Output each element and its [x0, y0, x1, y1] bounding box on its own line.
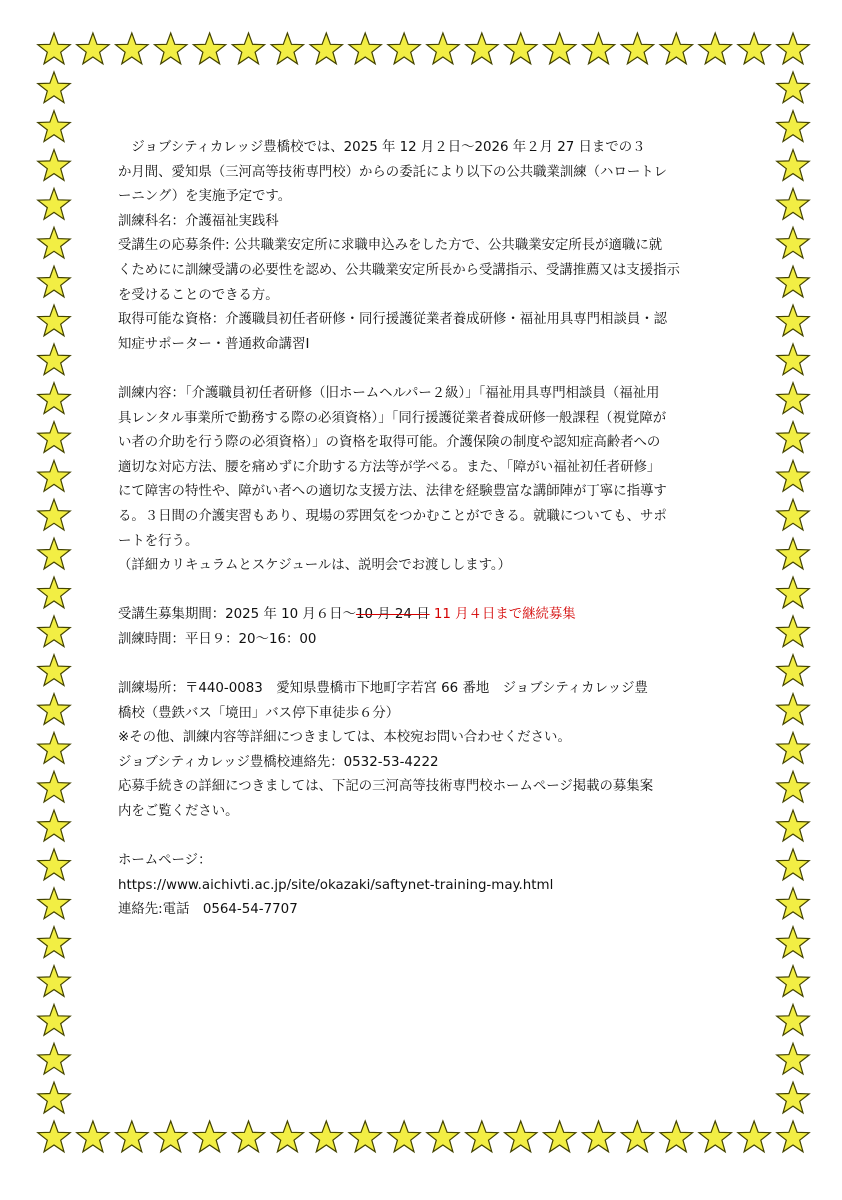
star-icon: [505, 1121, 537, 1152]
eligibility-paragraph: [118, 234, 680, 308]
star-icon: [466, 33, 498, 64]
star-icon: [38, 1043, 70, 1074]
star-icon: [777, 655, 809, 686]
star-icon: [777, 771, 809, 802]
star-icon: [38, 771, 70, 802]
star-icon: [38, 111, 70, 142]
star-icon: [777, 499, 809, 530]
training-content-line: （詳細カリキュラムとスケジュールは、説明会でお渡しします。）: [118, 558, 512, 574]
star-icon: [38, 383, 70, 414]
star-icon: [388, 33, 420, 64]
star-icon: [777, 72, 809, 103]
application-note: 応募手続きの詳細につきましては、下記の三河高等技術専門校ホームページ掲載の募集案: [118, 779, 654, 795]
star-icon: [38, 577, 70, 608]
training-content-line: 訓練内容：「介護職員初任者研修（旧ホームヘルパー２級）」「福祉用具専門相談員（福祉用: [118, 385, 660, 401]
star-icon: [777, 111, 809, 142]
star-icon: [777, 422, 809, 453]
star-icon: [38, 966, 70, 997]
eligibility-line: 受講生の応募条件: 公共職業安定所に求職申込みをした方で、公共職業安定所長が適職に就: [118, 238, 663, 254]
star-icon: [388, 1121, 420, 1152]
homepage-url-link[interactable]: https://www.aichivti.ac.jp/site/okazaki/saftynet-training-may.html: [118, 877, 554, 893]
training-content-line: にて障害の特性や、障がい者への適切な支援方法、法律を経験豊富な講師陣が丁寧に指導す: [118, 484, 667, 500]
star-icon: [349, 1121, 381, 1152]
star-icon: [38, 150, 70, 181]
star-icon: [271, 1121, 303, 1152]
star-icon: [582, 1121, 614, 1152]
star-icon: [77, 1121, 109, 1152]
star-icon: [38, 810, 70, 841]
star-icon: [777, 1004, 809, 1035]
inquiry-note: ※その他、訓練内容等詳細につきましては、本校宛お問い合わせください。: [118, 730, 571, 746]
star-icon: [271, 33, 303, 64]
qualifications-line: 取得可能な資格：介護職員初任者研修・同行援護従業者養成研修・福祉用具専門相談員・認: [118, 312, 668, 328]
star-icon: [38, 538, 70, 569]
star-icon: [38, 72, 70, 103]
course-name: 訓練科名：介護福祉実践科: [118, 213, 279, 229]
homepage-label: ホームページ：: [118, 853, 212, 869]
training-hours: 訓練時間：平日９：20～16：00: [118, 631, 317, 647]
star-icon: [777, 538, 809, 569]
location-line: 橋校（豊鉄バス「境田」バス停下車徒歩６分）: [118, 705, 400, 721]
star-icon: [38, 655, 70, 686]
training-content-line: ートを行う。: [118, 533, 199, 549]
recruitment-period: [118, 603, 630, 628]
star-icon: [232, 1121, 264, 1152]
star-icon: [38, 1082, 70, 1113]
star-icon: [505, 33, 537, 64]
star-icon: [777, 927, 809, 958]
star-icon: [621, 33, 653, 64]
star-icon: [310, 33, 342, 64]
star-icon: [777, 616, 809, 647]
qualifications-line: 知症サポーター・普通救命講習Ⅰ: [118, 336, 310, 352]
star-icon: [155, 33, 187, 64]
star-icon: [699, 1121, 731, 1152]
star-icon: [38, 888, 70, 919]
star-icon: [777, 810, 809, 841]
star-icon: [777, 150, 809, 181]
star-icon: [738, 33, 770, 64]
star-icon: [77, 33, 109, 64]
star-icon: [777, 344, 809, 375]
recruitment-prefix: 受講生募集期間：2025 年 10 月６日～: [118, 607, 356, 623]
star-icon: [38, 33, 70, 64]
star-icon: [38, 616, 70, 647]
star-icon: [777, 888, 809, 919]
location-line: 訓練場所：〒440-0083 愛知県豊橋市下地町字若宮 66 番地 ジョブシティカレッジ豊: [118, 681, 648, 697]
star-icon: [116, 33, 148, 64]
star-icon: [777, 1082, 809, 1113]
location-paragraph: [118, 677, 648, 726]
training-content-line: る。３日間の介護実習もあり、現場の雰囲気をつかむことができる。就職についても、サポ: [118, 508, 667, 524]
struck-deadline: 10 月 24 日: [355, 607, 430, 623]
star-icon: [660, 33, 692, 64]
star-icon: [777, 1043, 809, 1074]
star-icon: [38, 849, 70, 880]
qualifications-paragraph: [118, 308, 668, 357]
training-content-paragraph: [118, 382, 667, 579]
star-icon: [777, 1121, 809, 1152]
star-icon: [777, 966, 809, 997]
star-icon: [777, 849, 809, 880]
star-icon: [777, 732, 809, 763]
star-icon: [38, 1121, 70, 1152]
star-icon: [777, 33, 809, 64]
star-icon: [777, 383, 809, 414]
star-icon: [38, 694, 70, 725]
eligibility-line: くためにに訓練受講の必要性を認め、公共職業安定所長から受講指示、受講推薦又は支援指示: [118, 262, 680, 278]
intro-line: か月間、愛知県（三河高等技術専門校）からの委託により以下の公共職業訓練（ハロートレ: [118, 164, 668, 180]
star-icon: [699, 33, 731, 64]
star-icon: [777, 188, 809, 219]
extended-deadline: 11 月４日まで継続募集: [429, 607, 576, 623]
star-icon: [427, 1121, 459, 1152]
star-icon: [777, 694, 809, 725]
training-content-line: い者の介助を行う際の必須資格）」の資格を取得可能。介護保険の制度や認知症高齢者への: [118, 435, 661, 451]
eligibility-line: を受けることのできる方。: [118, 287, 279, 303]
star-icon: [38, 1004, 70, 1035]
star-icon: [310, 1121, 342, 1152]
star-icon: [349, 33, 381, 64]
intro-line: ジョブシティカレッジ豊橋校では、2025 年 12 月２日～2026 年２月 27 日までの３: [118, 140, 646, 155]
star-icon: [466, 1121, 498, 1152]
star-icon: [660, 1121, 692, 1152]
star-icon: [155, 1121, 187, 1152]
star-icon: [544, 1121, 576, 1152]
star-icon: [38, 499, 70, 530]
star-icon: [38, 266, 70, 297]
star-icon: [38, 422, 70, 453]
star-icon: [427, 33, 459, 64]
intro-paragraph: [118, 136, 668, 210]
star-icon: [777, 460, 809, 491]
school-contact: ジョブシティカレッジ豊橋校連絡先：0532-53-4222: [118, 754, 439, 770]
star-icon: [621, 1121, 653, 1152]
training-content-line: 具レンタル事業所で勤務する際の必須資格）」「同行援護従業者養成研修一般課程（視覚障が: [118, 410, 667, 426]
star-icon: [193, 33, 225, 64]
star-icon: [38, 188, 70, 219]
star-icon: [232, 33, 264, 64]
document-body: [118, 136, 680, 923]
star-icon: [38, 460, 70, 491]
application-note: 内をご覧ください。: [118, 804, 239, 820]
star-icon: [116, 1121, 148, 1152]
star-icon: [777, 305, 809, 336]
star-icon: [38, 344, 70, 375]
star-icon: [738, 1121, 770, 1152]
star-icon: [544, 33, 576, 64]
star-icon: [777, 266, 809, 297]
star-icon: [777, 577, 809, 608]
star-icon: [38, 927, 70, 958]
star-icon: [193, 1121, 225, 1152]
star-icon: [38, 305, 70, 336]
phone-contact: 連絡先:電話 0564-54-7707: [118, 902, 298, 918]
star-icon: [777, 227, 809, 258]
training-content-line: 適切な対応方法、腰を痛めずに介助する方法等が学べる。また、「障がい福祉初任者研修」: [118, 459, 661, 475]
star-icon: [38, 732, 70, 763]
star-icon: [582, 33, 614, 64]
intro-line: ーニング）を実施予定です。: [118, 189, 292, 205]
star-icon: [38, 227, 70, 258]
